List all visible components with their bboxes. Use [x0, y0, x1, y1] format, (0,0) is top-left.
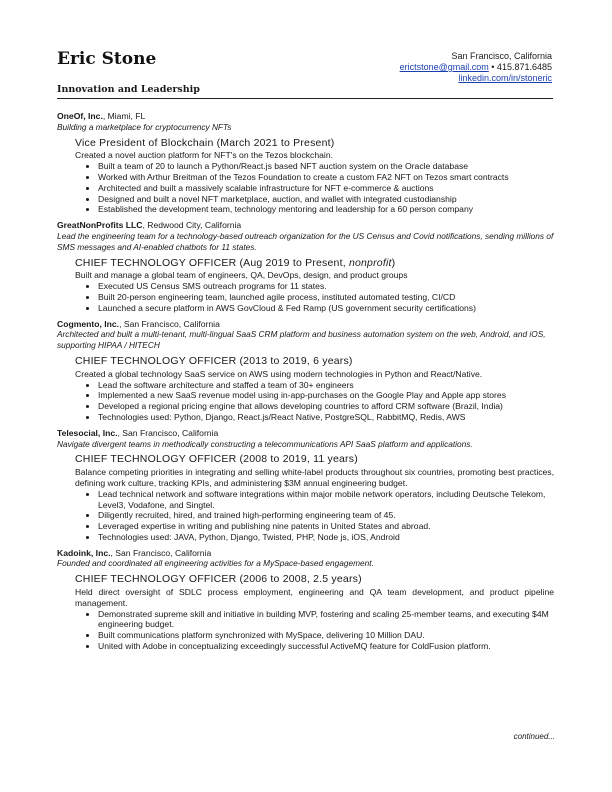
achievement-item: • Diligently recruited, hired, and trained high-performing engineering team of 45. [98, 510, 554, 521]
company-name: GreatNonProfits LLC [57, 220, 143, 231]
company-line [57, 548, 554, 559]
candidate-name: Eric Stone [57, 49, 157, 69]
achievement-item: • Established the development team, technology mentoring and leadership for a 60 person company [98, 204, 554, 215]
company-name: Telesocial, Inc. [57, 427, 118, 438]
achievement-item: • Designed and built a novel NFT marketplace, auction, and wallet with integrated custodianship [98, 194, 554, 205]
company-line [57, 220, 554, 231]
job-summary: Held direct oversight of SDLC process employment, engineering and QA team development, and product pipeline management. [75, 587, 554, 608]
achievement-item: • Lead the software architecture and staffed a team of 30+ engineers [98, 380, 554, 391]
company-name: OneOf, Inc. [57, 111, 103, 121]
company-description: Lead the engineering team for a technology-based outreach organization for the US Census and Covid notifications, sending millions of SMS messages and AI-enabled chatbots for 11 states. [57, 230, 554, 252]
company-description: Architected and built a multi-tenant, multi-lingual SaaS CRM platform and business automation system on the web, Android, and iOS, supporting HIPAA / HITECH [57, 329, 546, 351]
company-location: , San Francisco, California [119, 318, 220, 329]
achievement-item: • Technologies used: JAVA, Python, Django, Twisted, PHP, Node js, iOS, Android [98, 532, 554, 543]
achievement-item: • Technologies used: Python, Django, React.js/React Native, PostgreSQL, RabbitMQ, Redis, AWS [98, 412, 554, 423]
job-summary: Created a global technology SaaS service on AWS using modern technologies in Python and React/Native. [75, 368, 483, 379]
achievement-list [57, 609, 554, 652]
achievement-item: • Built a team of 20 to launch a Python/React.js based NFT auction system on the Oracle database [98, 161, 554, 172]
achievement-item: • Built 20-person engineering team, launched agile process, instituted automated testing, CI/CD [98, 292, 554, 303]
company-name: Kadoink, Inc. [57, 547, 111, 558]
achievement-list [57, 161, 554, 215]
achievement-item: • Lead technical network and software integrations within major mobile network operators, including Deutsche Telekom, Level3, Vodafone, and Singtel. [98, 489, 554, 511]
achievement-item: • United with Adobe in conceptualizing exceedingly successful ActiveMQ feature for ColdFusion platform. [98, 641, 554, 652]
job-summary: Balance competing priorities in integrating and selling white-label products throughout six countries, promoting best practices, defining work culture, tracking KPIs, and administering $3M annual engineering budget. [75, 467, 554, 488]
achievement-item: • Demonstrated supreme skill and initiative in building MVP, fostering and scaling 25-member teams, and executing $4M engineering budget. [98, 609, 554, 631]
company-name: Cogmento, Inc. [57, 318, 120, 329]
tagline: Innovation and Leadership [57, 84, 200, 95]
achievement-item: • Architected and built a massively scalable infrastructure for NFT e-commerce & auctions [98, 183, 554, 194]
achievement-item: • Launched a secure platform in AWS GovCloud & Fed Ramp (US government security certifications) [98, 303, 554, 314]
job-title: CHIEF TECHNOLOGY OFFICER (Aug 2019 to Present, nonprofit) [75, 256, 396, 269]
company-location: , Miami, FL [102, 111, 146, 121]
company-description: Building a marketplace for cryptocurrency NFTs [57, 121, 232, 132]
phone: • 415.871.6485 [488, 62, 552, 72]
company-line [57, 111, 554, 122]
company-description: Founded and coordinated all engineering activities for a MySpace-based engagement. [57, 558, 374, 569]
company-location: , Redwood City, California [142, 220, 242, 231]
email-phone-line [400, 62, 552, 73]
achievement-item: • Built communications platform synchronized with MySpace, delivering 10 Million DAU. [98, 630, 554, 641]
location: San Francisco, California [451, 51, 552, 61]
linkedin-link[interactable]: linkedin.com/in/stoneric [458, 73, 552, 83]
company-location: , San Francisco, California [117, 427, 219, 438]
achievement-list [57, 281, 554, 313]
job-title: CHIEF TECHNOLOGY OFFICER (2006 to 2008, 2.5 years) [75, 573, 362, 586]
email-link[interactable]: erictstone@gmail.com [399, 62, 489, 72]
job-title: Vice President of Blockchain (March 2021 to Present) [75, 136, 335, 149]
continued-note: continued... [513, 732, 555, 741]
job-summary: Built and manage a global team of engineers, QA, DevOps, design, and product groups [75, 270, 408, 281]
job-summary: Created a novel auction platform for NFT's on the Tezos blockchain. [75, 150, 333, 161]
company-line [57, 428, 554, 439]
job-title: CHIEF TECHNOLOGY OFFICER (2013 to 2019, 6 years) [75, 354, 353, 367]
achievement-item: • Executed US Census SMS outreach programs for 11 states. [98, 281, 554, 292]
achievement-item: • Worked with Arthur Breitman of the Tezos Foundation to create a custom FA2 NFT on Tezos smart contracts [98, 172, 554, 183]
header-divider [57, 98, 553, 99]
company-location: , San Francisco, California [110, 547, 212, 558]
company-line [57, 319, 554, 330]
company-description: Navigate divergent teams in methodically constructing a telecommunications API SaaS platform and applications. [57, 438, 473, 449]
job-title: CHIEF TECHNOLOGY OFFICER (2008 to 2019, 11 years) [75, 453, 358, 466]
achievement-list [57, 489, 554, 543]
contact-block [400, 51, 552, 84]
achievement-item: • Implemented a new SaaS revenue model using in-app-purchases on the Google Play and Apple app stores [98, 390, 554, 401]
achievement-item: • Developed a regional pricing engine that allows developing countries to afford CRM software (Brazil, India) [98, 401, 554, 412]
achievement-item: • Leveraged expertise in writing and publishing nine patents in United States and abroad. [98, 521, 554, 532]
experience-section [57, 111, 554, 652]
achievement-list [57, 380, 554, 423]
